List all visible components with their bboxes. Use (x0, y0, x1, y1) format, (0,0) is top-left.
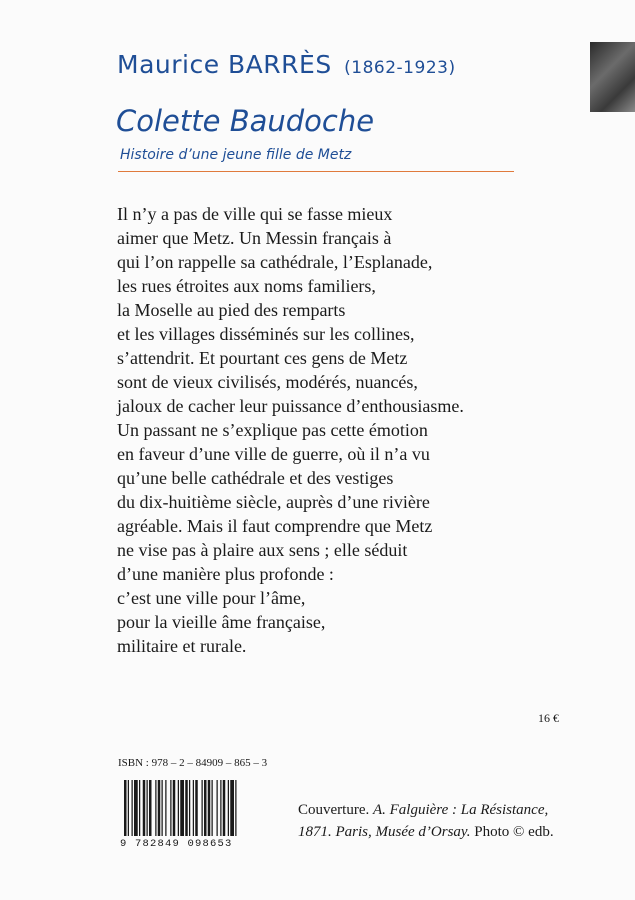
blurb-line: agréable. Mais il faut comprendre que Metz (117, 516, 433, 536)
author-dates: (1862-1923) (344, 58, 456, 78)
blurb-line: qui l’on rappelle sa cathédrale, l’Esplanade, (117, 252, 433, 272)
cover-credit (298, 799, 554, 843)
cover-image-fragment (590, 42, 635, 112)
divider-rule (118, 171, 514, 172)
blurb-line: Un passant ne s’explique pas cette émotion (117, 420, 428, 440)
author-name: Maurice BARRÈS (117, 50, 332, 79)
cover-credit-location: 1871. Paris, Musée d’Orsay. (298, 824, 471, 840)
cover-credit-photo: Photo © edb. (474, 824, 554, 840)
barcode-digits: 9 782849 098653 (120, 838, 233, 848)
blurb-line: d’une manière plus profonde : (117, 564, 334, 584)
blurb-line: aimer que Metz. Un Messin français à (117, 228, 392, 248)
blurb-line: ne vise pas à plaire aux sens ; elle séduit (117, 540, 408, 560)
blurb-line: en faveur d’une ville de guerre, où il n’a vu (117, 444, 430, 464)
blurb-line: du dix-huitième siècle, auprès d’une rivière (117, 492, 430, 512)
blurb-line: sont de vieux civilisés, modérés, nuancés, (117, 372, 418, 392)
cover-credit-label: Couverture. (298, 802, 370, 818)
blurb-line: s’attendrit. Et pourtant ces gens de Metz (117, 348, 408, 368)
cover-credit-artwork: A. Falguière : La Résistance, (372, 802, 549, 818)
isbn-label: ISBN : 978 – 2 – 84909 – 865 – 3 (118, 757, 268, 769)
barcode-bars (124, 780, 237, 836)
blurb-line: pour la vieille âme française, (117, 612, 326, 632)
blurb-line: militaire et rurale. (117, 636, 247, 656)
blurb-line: c’est une ville pour l’âme, (117, 588, 306, 608)
blurb-line: et les villages disséminés sur les collines, (117, 324, 415, 344)
price-label: 16 € (538, 711, 559, 725)
author-line (117, 50, 456, 79)
cover-credit-line-2 (298, 821, 554, 843)
barcode (118, 778, 283, 848)
book-title: Colette Baudoche (116, 104, 375, 138)
blurb-line: qu’une belle cathédrale et des vestiges (117, 468, 394, 488)
blurb-line: Il n’y a pas de ville qui se fasse mieux (117, 204, 393, 224)
book-subtitle: Histoire d’une jeune fille de Metz (120, 147, 352, 163)
blurb-line: les rues étroites aux noms familiers, (117, 276, 376, 296)
blurb-line: jaloux de cacher leur puissance d’enthousiasme. (117, 396, 464, 416)
cover-credit-line-1 (298, 799, 554, 821)
blurb-text (117, 202, 464, 658)
blurb-line: la Moselle au pied des remparts (117, 300, 346, 320)
